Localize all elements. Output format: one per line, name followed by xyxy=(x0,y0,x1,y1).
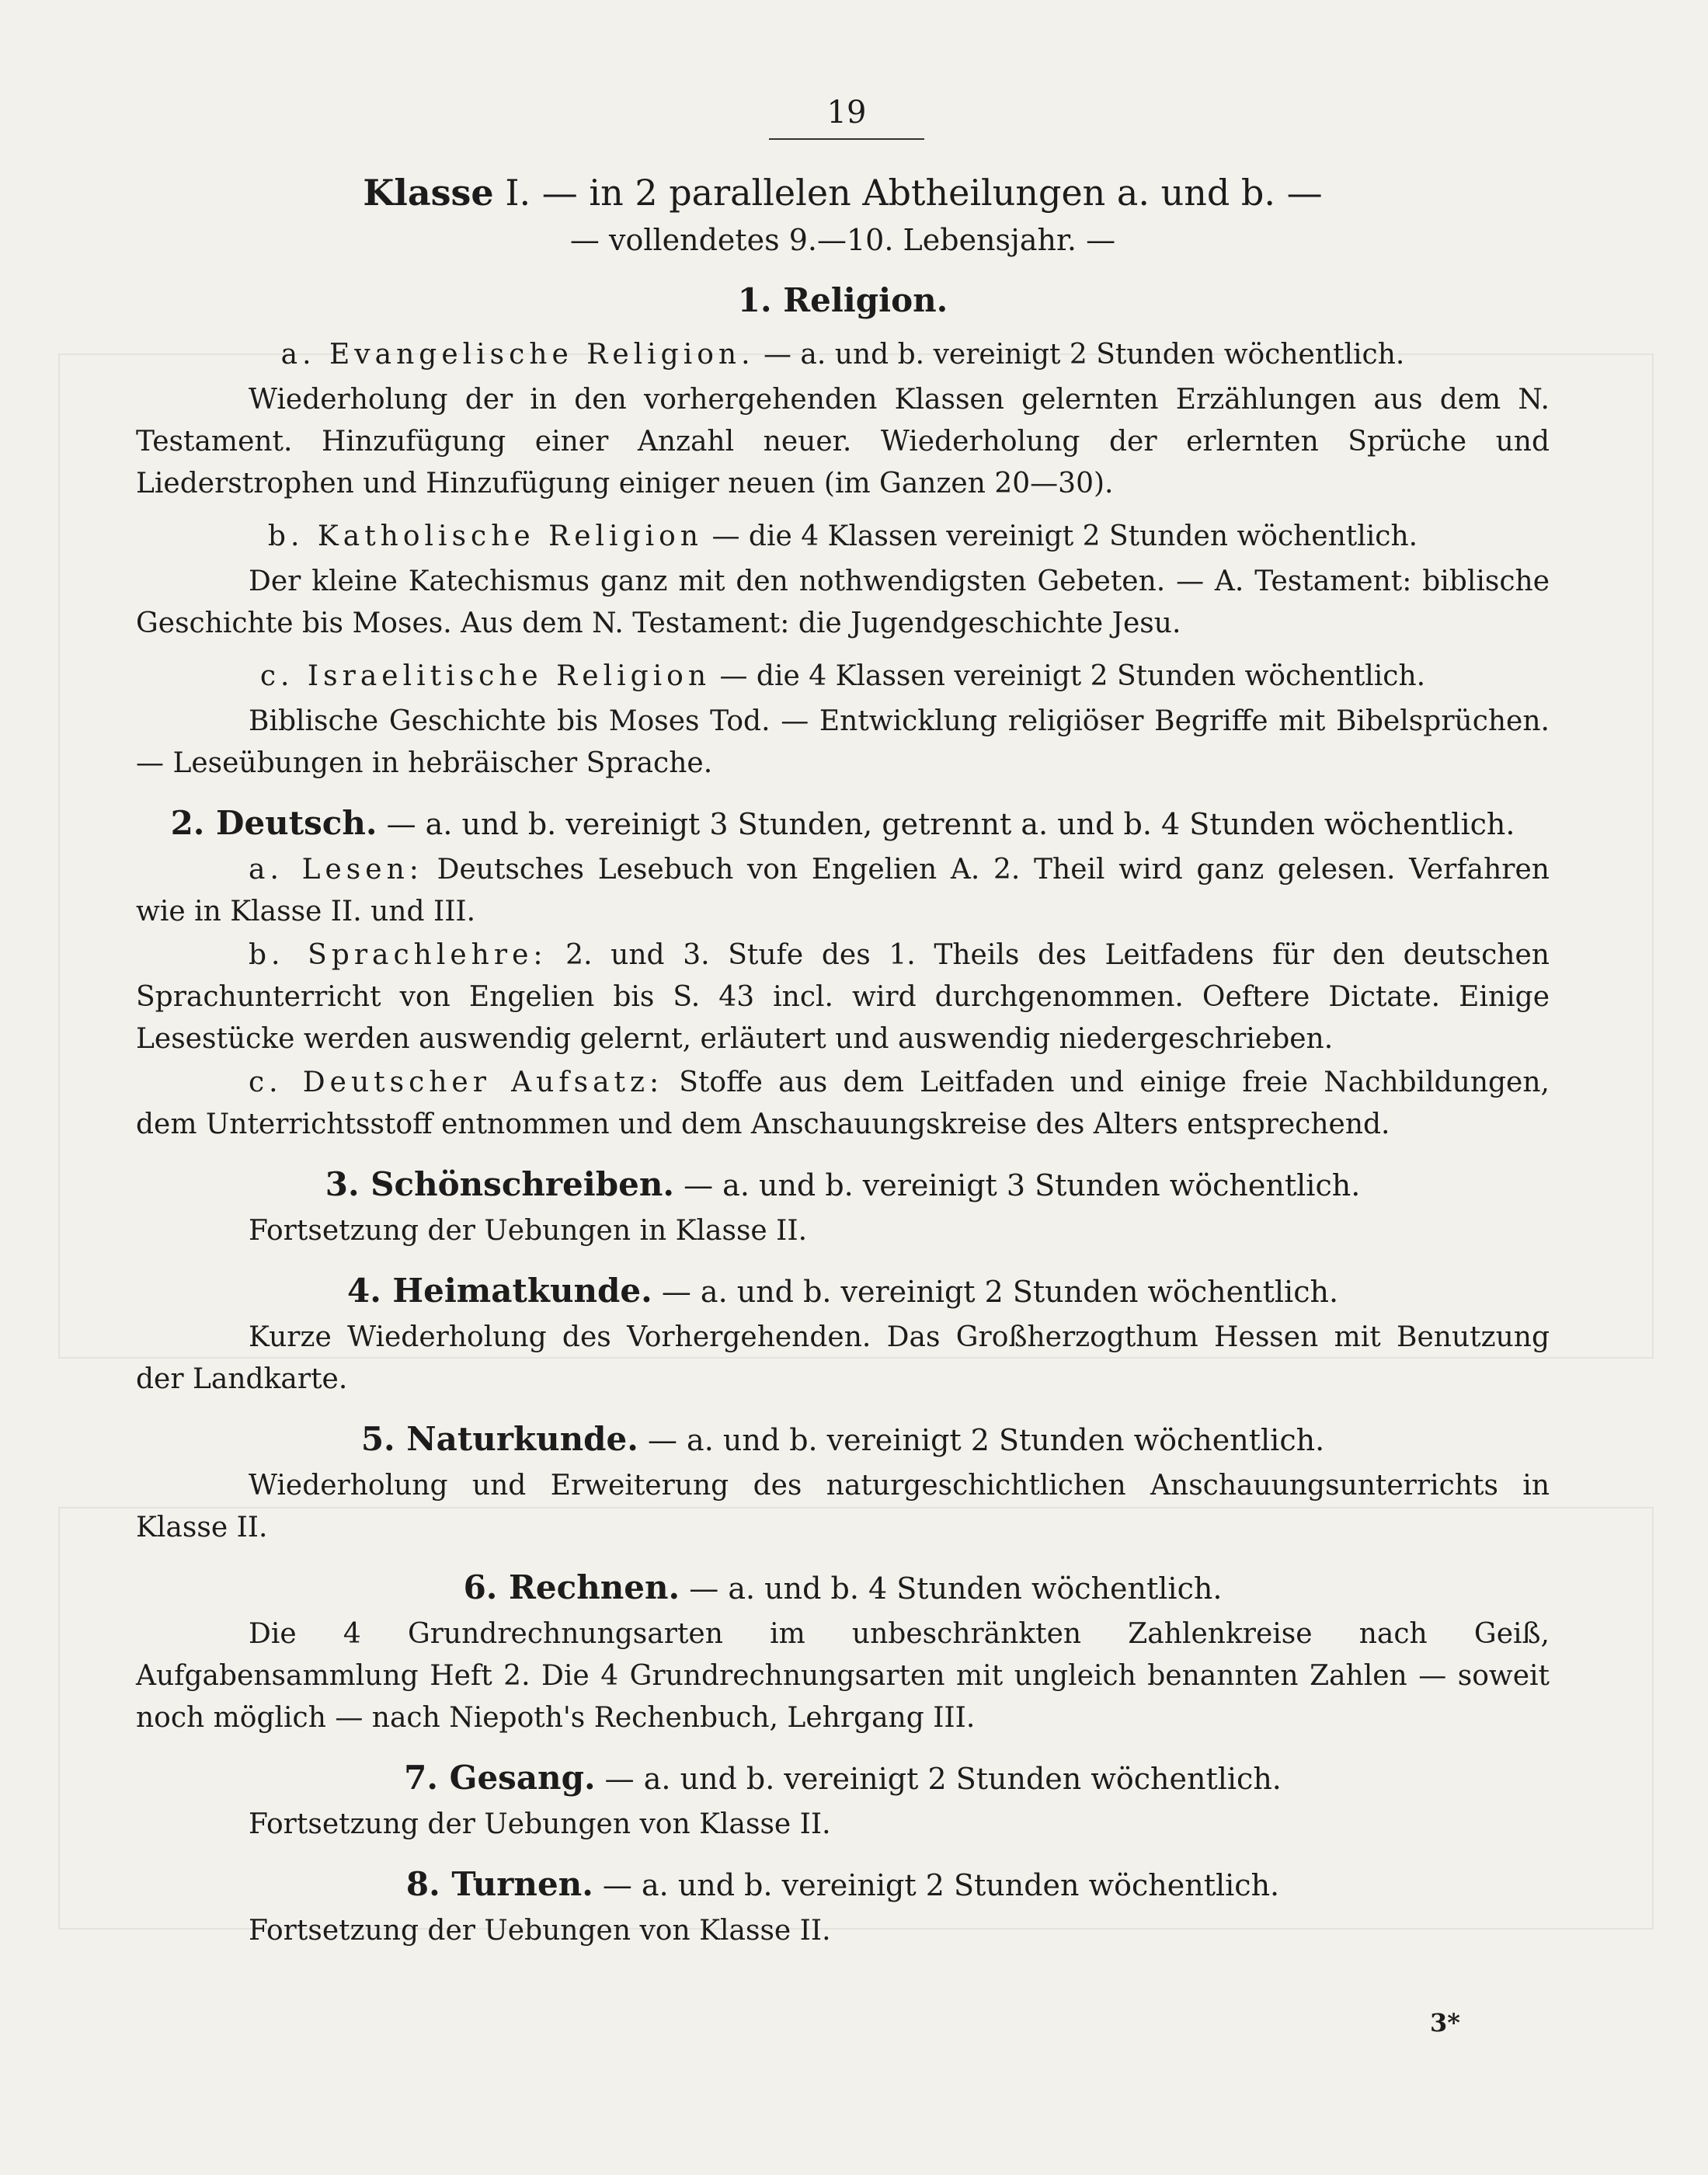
class-subtitle: — vollendetes 9.—10. Lebensjahr. — xyxy=(569,223,1116,257)
page-number-rule xyxy=(769,138,924,140)
religion-c-heading: c. Israelitische Religion — die 4 Klassen vereinigt 2 Stunden wöchentlich. xyxy=(259,660,1426,692)
religion-a-heading: a. Evangelische Religion. — a. und b. vereinigt 2 Stunden wöchentlich. xyxy=(280,339,1405,371)
deutsch-b-text: b. Sprachlehre: 2. und 3. Stufe des 1. Theils des Leitfadens für den deutschen Sprachunterricht von Engelien bis S. 43 incl. wird durchgenommen. Oeftere Dictate. Einige Lesestücke werden auswendig gelernt, erläutert und auswendig niedergeschrieben. xyxy=(136,939,1550,1055)
deutsch-c-text: c. Deutscher Aufsatz: Stoffe aus dem Leitfaden und einige freie Nachbildungen, dem Unterrichtsstoff entnommen und dem Anschauungskreise des Alters entsprechend. xyxy=(136,1067,1550,1140)
section-rechnen-heading: 6. Rechnen. — a. und b. 4 Stunden wöchentlich. xyxy=(463,1568,1223,1606)
section-deutsch-heading: 2. Deutsch. — a. und b. vereinigt 3 Stunden, getrennt a. und b. 4 Stunden wöchentlich. xyxy=(170,804,1515,842)
schoenschreiben-text: Fortsetzung der Uebungen in Klasse II. xyxy=(249,1215,808,1247)
class-title-rest: I. — in 2 parallelen Abtheilungen a. und b. — xyxy=(505,172,1323,214)
section-turnen-heading: 8. Turnen. — a. und b. vereinigt 2 Stunden wöchentlich. xyxy=(405,1865,1280,1903)
section-gesang-heading: 7. Gesang. — a. und b. vereinigt 2 Stunden wöchentlich. xyxy=(404,1759,1282,1797)
naturkunde-text: Wiederholung und Erweiterung des naturgeschichtlichen Anschauungsunterrichts in Klasse II. xyxy=(136,1470,1550,1543)
deutsch-a-text: a. Lesen: Deutsches Lesebuch von Engelien A. 2. Theil wird ganz gelesen. Verfahren wie in Klasse II. und III. xyxy=(136,854,1550,927)
heimatkunde-text: Kurze Wiederholung des Vorhergehenden. Das Großherzogthum Hessen mit Benutzung der Landkarte. xyxy=(136,1321,1550,1395)
page-number: 19 xyxy=(826,95,867,130)
turnen-text: Fortsetzung der Uebungen von Klasse II. xyxy=(249,1915,831,1947)
section-heimatkunde-heading: 4. Heimatkunde. — a. und b. vereinigt 2 Stunden wöchentlich. xyxy=(346,1272,1339,1310)
religion-b-heading: b. Katholische Religion — die 4 Klassen vereinigt 2 Stunden wöchentlich. xyxy=(267,520,1418,552)
section-schoenschreiben-heading: 3. Schönschreiben. — a. und b. vereinigt 3 Stunden wöchentlich. xyxy=(325,1165,1361,1203)
section-naturkunde-heading: 5. Naturkunde. — a. und b. vereinigt 2 Stunden wöchentlich. xyxy=(360,1420,1325,1458)
main-content xyxy=(136,167,1550,1954)
religion-a-text: Wiederholung der in den vorhergehenden Klassen gelernten Erzählungen aus dem N. Testament. Hinzufügung einer Anzahl neuer. Wiederholung der erlernten Sprüche und Liederstrophen und Hinzufügung einiger neuen (im Ganzen 20—30). xyxy=(136,384,1550,499)
religion-b-text: Der kleine Katechismus ganz mit den nothwendigsten Gebeten. — A. Testament: biblische Geschichte bis Moses. Aus dem N. Testament: die Jugendgeschichte Jesu. xyxy=(136,566,1550,639)
rechnen-text: Die 4 Grundrechnungsarten im unbeschränkten Zahlenkreise nach Geiß, Aufgabensammlung Heft 2. Die 4 Grundrechnungsarten mit ungleich benannten Zahlen — soweit noch möglich — nach Niepoth's Rechenbuch, Lehrgang III. xyxy=(136,1618,1550,1734)
signature-mark: 3* xyxy=(1430,2008,1460,2038)
religion-c-text: Biblische Geschichte bis Moses Tod. — Entwicklung religiöser Begriffe mit Bibelsprüchen. — Leseübungen in hebräischer Sprache. xyxy=(136,705,1550,779)
gesang-text: Fortsetzung der Uebungen von Klasse II. xyxy=(249,1808,831,1840)
section-religion-heading: 1. Religion. xyxy=(737,281,948,319)
class-title xyxy=(136,167,1550,218)
class-title-klasse: Klasse xyxy=(363,172,494,214)
